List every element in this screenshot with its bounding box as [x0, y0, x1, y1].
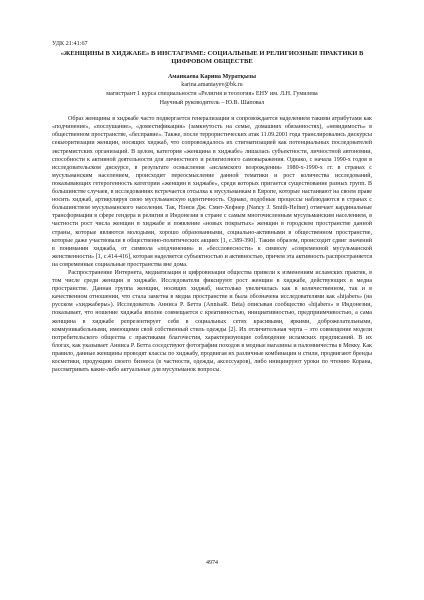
author-block	[52, 73, 372, 107]
author-name: Аманкаева Карина Муратқызы	[168, 73, 256, 80]
paragraph-1: Образ женщины в хиджабе часто подвергается генерализации и сопровождается наделением такими атрибутами как «подчинение», «послушание», «доместификация» (замкнутость на семье, домашних обязанностях), «невидимость» в общественном пространстве, «бесправие». Также, после террористических атак 11.09.2001 года транслировались дискурсы секьюритизации женщин, носящих хиджаб, что сопровождалось их стигматизацией как потенциальных последователей экстремистских организаций. В целом, категория «женщина в хиджабе» лишалась субъектности, личностной автономии, способности к активной деятельности для личностного и религиозного самовыражения. Однако, с начала 1990-х годов в исследовательском дискурсе, в результате осмысления «исламского возрождения» 1980-х-1990-х гг. в странах с мусульманским населением, происходит переосмысление данной тематики и рост количества исследований, показывающих гетерогенность категории «женщин в хиджабе», среди которых пригается существование разных групп. В большинстве случаев, в исследованиях встречается отсылка к мусульманкам в Европе, которые настаивают на своем праве носить хиджаб, артикулируя свою мусульманскую идентичность. Однако, подобные процессы наблюдаются в странах с большинством мусульманского населения. Так, Нэнси Дж. Смит-Хефнер (Nancy J. Smith-Hefner) отмечает кардинальные трансформации в сфере гендера и религии в Индонезии в стране с самым многочисленным мусульманским населением, в частности рост числа женщин в хиджабе и появление «новых покрытых» женщин в городском пространстве данной страны, которые являются молодыми, хорошо образованными, социально-активными в общественном пространстве, которые даже участвовали в общественно-политических акциях [1, с.389-390]. Таким образом, происходит сдвиг значений в понимании хиджаба, от символа «подчинения» и «бессловесности» к символу «современной мусульманской женственности» [1, с.414-416], которая наделяется субъектностью и активностью, причем эта активность распространяется на современные социальные пространства вне дома.	[52, 116, 372, 268]
supervisor: Научный руководитель – Ю.В. Шаповал	[159, 99, 265, 106]
body-text	[52, 115, 372, 374]
page-number: 4974	[206, 560, 218, 566]
paper-title: «ЖЕНЩИНЫ В ХИДЖАБЕ» В ИНСТАГРАМЕ: СОЦИАЛЬНЫЕ И РЕЛИГИОЗНЫЕ ПРАКТИКИ В ЦИФРОВОМ ОБЩЕСТВЕ	[60, 50, 364, 66]
author-email: karina.amantayev@bk.ru	[181, 82, 243, 89]
udc-code: УДК 21:41:67	[52, 40, 88, 47]
author-affiliation: магистрант 1 курса специальности «Религия и теология» ЕНУ им. Л.Н. Гумилева	[106, 91, 318, 97]
paragraph-2: Распространение Интернета, медиатизация и цифровизация общества привели к изменениям исламских практик, в том числе среди женщин в хиджабе. Исследователи фиксируют рост женщин в хиджабе, действующих в медиа пространстве. Данная группа женщин, носящих хиджаб, настолько увеличилась как в количественном, так и в качественном отношении, что стала заметна в медиа пространстве и была обозначена исследователями как «hijabers» (на русском «хиджаберы»). Исследователь Анниса Р. Бетта (AnnisaR. Beta) описывая сообщество «hijabers» в Индонезии, показывает, что ношение хиджаба вполне совмещается с креативностью, инициативностью, предприимчивостью, а сама женщина в хиджабе репрезентирует себя в социальных сетях красивыми, яркими, доброжелательными, коммуникабельными, имеющими свой собственный стиль одежды [2]. Их отличительная черта – это совмещение модели потребительского общества с практиками благочестия, характеризующие соблюдение исламских предписаний. В их блогах, как указывает Анниса Р. Бетта соседствуют фотографии походов в модные магазины и паломничества в Мекку. Как правило, данные женщины проводят классы по хиджабу, продвигая их различные комбинации и стили, продвигают бренды косметики, продукцию своего бизнеса (в частности, одежды, аксессуаров), либо инициируют уроки по чтению Корана, рассматривать какие-либо актуальные для мусульманок вопросы.	[52, 269, 372, 374]
